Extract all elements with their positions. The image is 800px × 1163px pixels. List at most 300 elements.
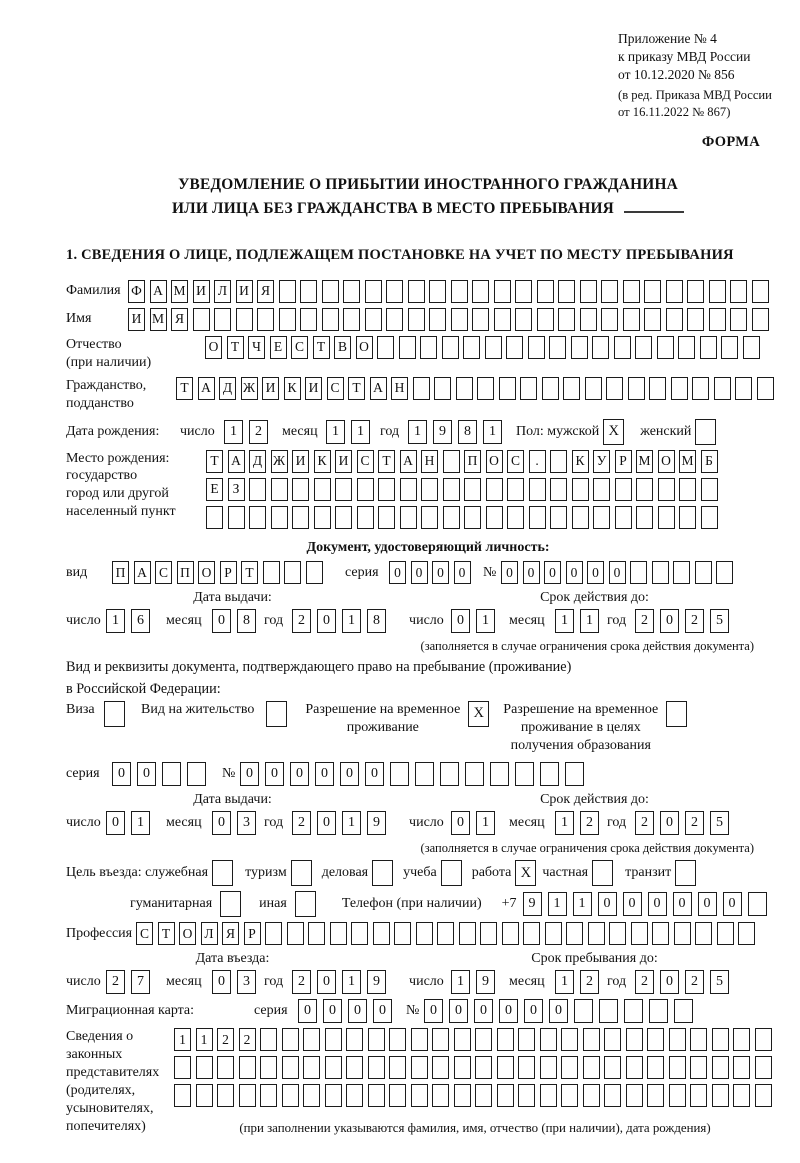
char-cell	[623, 280, 640, 303]
char-cell	[652, 561, 669, 584]
birth-month-cells	[326, 420, 376, 444]
char-cell: Л	[201, 922, 218, 945]
char-cell	[678, 336, 695, 359]
doc-number-cells	[501, 561, 738, 584]
char-cell	[365, 280, 382, 303]
char-cell: Ч	[248, 336, 265, 359]
char-cell	[593, 478, 610, 501]
forma-label: ФОРМА	[701, 134, 760, 151]
char-cell	[502, 922, 519, 945]
residence-series-cells	[112, 762, 212, 786]
char-cell: 0	[523, 561, 540, 584]
char-cell: 7	[131, 970, 150, 994]
given-name-cells	[128, 308, 773, 331]
char-cell: 0	[106, 811, 125, 835]
representatives-row1	[174, 1028, 776, 1051]
char-cell	[421, 506, 438, 529]
label-month: месяц	[509, 815, 545, 831]
char-cell	[755, 1084, 772, 1107]
char-cell: 1	[106, 609, 125, 633]
char-cell: И	[236, 280, 253, 303]
row-residence-types	[66, 701, 790, 755]
label-number: №	[222, 766, 236, 782]
char-cell: 0	[365, 762, 384, 786]
char-cell	[537, 308, 554, 331]
label-day: число	[409, 613, 444, 629]
char-cell	[325, 1028, 342, 1051]
char-cell	[497, 1084, 514, 1107]
char-cell: З	[228, 478, 245, 501]
label-purpose-other: иная	[259, 896, 287, 912]
char-cell	[390, 762, 409, 786]
char-cell: 0	[673, 892, 692, 916]
char-cell	[279, 308, 296, 331]
char-cell	[279, 280, 296, 303]
char-cell	[558, 308, 575, 331]
char-cell: 1	[342, 609, 361, 633]
char-cell	[583, 1084, 600, 1107]
label-day: число	[66, 815, 101, 831]
label-visa: Виза	[66, 701, 95, 717]
char-cell: Т	[378, 450, 395, 473]
title-blank-underline	[624, 197, 684, 213]
char-cell: 0	[723, 892, 742, 916]
char-cell	[716, 561, 733, 584]
char-cell: 2	[635, 609, 654, 633]
entry-date-header: Дата въезда:	[195, 951, 270, 967]
char-cell	[306, 561, 323, 584]
label-phone: Телефон (при наличии)	[341, 896, 482, 912]
char-cell	[463, 336, 480, 359]
char-cell: 0	[501, 561, 518, 584]
form-title	[66, 173, 790, 221]
purpose-humanitarian-checkbox	[220, 891, 241, 917]
char-cell	[752, 308, 769, 331]
char-cell	[486, 478, 503, 501]
label-citizenship: Гражданство, подданство	[66, 377, 147, 411]
char-cell	[300, 280, 317, 303]
char-cell	[249, 506, 266, 529]
char-cell	[214, 308, 231, 331]
char-cell: А	[198, 377, 215, 400]
char-cell	[712, 1056, 729, 1079]
char-cell: 1	[408, 420, 427, 444]
char-cell: 0	[298, 999, 317, 1023]
doc-type-cells	[112, 561, 327, 584]
char-cell: Т	[241, 561, 258, 584]
row-entry-purpose2	[66, 891, 790, 917]
char-cell	[701, 506, 718, 529]
char-cell	[343, 308, 360, 331]
row-birth-date	[66, 419, 790, 445]
label-month: месяц	[166, 613, 202, 629]
char-cell	[671, 377, 688, 400]
char-cell	[752, 280, 769, 303]
row-patronymic	[66, 336, 790, 372]
char-cell	[561, 1056, 578, 1079]
char-cell: 0	[449, 999, 468, 1023]
residence-doc-text2: в Российской Федерации:	[66, 680, 221, 697]
char-cell: О	[198, 561, 215, 584]
label-day: число	[409, 815, 444, 831]
char-cell: 0	[265, 762, 284, 786]
char-cell	[485, 336, 502, 359]
char-cell: 0	[424, 999, 443, 1023]
char-cell: 9	[476, 970, 495, 994]
char-cell: 0	[290, 762, 309, 786]
char-cell: 0	[212, 609, 231, 633]
label-given-name: Имя	[66, 311, 92, 327]
residence-number-cells	[240, 762, 590, 786]
label-year: год	[264, 815, 284, 831]
label-purpose-tourism: туризм	[245, 865, 287, 881]
valid-until-header: Срок действия до:	[540, 590, 649, 606]
char-cell	[695, 561, 712, 584]
row-identity-doc-heading	[66, 539, 790, 557]
row-name	[66, 308, 790, 331]
char-cell: 3	[237, 970, 256, 994]
char-cell	[343, 280, 360, 303]
char-cell: С	[357, 450, 374, 473]
char-cell	[604, 1084, 621, 1107]
label-day: число	[409, 974, 444, 990]
char-cell	[451, 280, 468, 303]
validity-note: (заполняется в случае ограничения срока действия документа)	[420, 639, 755, 654]
char-cell	[636, 506, 653, 529]
char-cell	[679, 478, 696, 501]
char-cell	[636, 478, 653, 501]
char-cell	[464, 478, 481, 501]
char-cell	[515, 762, 534, 786]
label-year: год	[607, 815, 627, 831]
char-cell: 0	[698, 892, 717, 916]
char-cell	[475, 1056, 492, 1079]
char-cell: Я	[222, 922, 239, 945]
char-cell: Е	[270, 336, 287, 359]
char-cell: 8	[367, 609, 386, 633]
char-cell: 0	[524, 999, 543, 1023]
label-month: месяц	[166, 815, 202, 831]
char-cell: 5	[710, 609, 729, 633]
char-cell	[408, 280, 425, 303]
label-purpose-transit: транзит	[625, 865, 672, 881]
char-cell	[443, 478, 460, 501]
char-cell: И	[335, 450, 352, 473]
char-cell	[733, 1084, 750, 1107]
char-cell	[537, 280, 554, 303]
char-cell: 5	[710, 970, 729, 994]
char-cell	[193, 308, 210, 331]
char-cell	[712, 1084, 729, 1107]
char-cell	[389, 1028, 406, 1051]
char-cell: Р	[615, 450, 632, 473]
char-cell: Ф	[128, 280, 145, 303]
char-cell	[228, 506, 245, 529]
row-citizenship	[66, 377, 790, 413]
char-cell	[303, 1028, 320, 1051]
char-cell	[528, 336, 545, 359]
label-surname: Фамилия	[66, 283, 121, 299]
issue-day-cells	[106, 811, 156, 835]
label-phone-prefix: +7	[501, 896, 517, 912]
char-cell	[451, 308, 468, 331]
char-cell	[666, 308, 683, 331]
char-cell	[206, 506, 223, 529]
char-cell	[260, 1056, 277, 1079]
char-cell: О	[179, 922, 196, 945]
char-cell: 2	[580, 811, 599, 835]
char-cell	[757, 377, 774, 400]
appendix-line: Приложение № 4	[618, 31, 717, 46]
char-cell	[454, 1084, 471, 1107]
char-cell	[529, 478, 546, 501]
char-cell: М	[150, 308, 167, 331]
char-cell	[606, 377, 623, 400]
char-cell	[187, 762, 206, 786]
char-cell: 2	[106, 970, 125, 994]
char-cell: О	[205, 336, 222, 359]
char-cell: И	[305, 377, 322, 400]
char-cell	[647, 1084, 664, 1107]
char-cell: Б	[701, 450, 718, 473]
label-doc-series: серия	[345, 564, 379, 580]
char-cell	[389, 1084, 406, 1107]
char-cell	[674, 999, 693, 1023]
char-cell	[540, 1056, 557, 1079]
row-dates2	[66, 811, 790, 835]
char-cell	[486, 506, 503, 529]
char-cell	[475, 1028, 492, 1051]
char-cell	[666, 280, 683, 303]
char-cell: 1	[476, 609, 495, 633]
label-day: число	[180, 423, 215, 439]
surname-cells	[128, 280, 773, 303]
birth-day-cells	[224, 420, 274, 444]
char-cell: С	[507, 450, 524, 473]
char-cell: 0	[432, 561, 449, 584]
label-series: серия	[66, 766, 100, 782]
char-cell: 0	[317, 811, 336, 835]
issue-year-cells	[292, 609, 392, 633]
char-cell	[730, 308, 747, 331]
stay-year-cells	[635, 970, 735, 994]
char-cell	[571, 336, 588, 359]
row-doc-type	[66, 561, 790, 584]
char-cell	[303, 1084, 320, 1107]
char-cell: .	[529, 450, 546, 473]
char-cell: 0	[623, 892, 642, 916]
char-cell: 0	[389, 561, 406, 584]
char-cell	[748, 892, 767, 916]
citizenship-cells	[176, 377, 778, 400]
char-cell	[687, 280, 704, 303]
char-cell: 1	[342, 970, 361, 994]
char-cell	[477, 377, 494, 400]
char-cell	[658, 506, 675, 529]
char-cell	[314, 506, 331, 529]
char-cell: 0	[566, 561, 583, 584]
char-cell	[239, 1084, 256, 1107]
entry-month-cells	[212, 970, 262, 994]
char-cell: 1	[326, 420, 345, 444]
issue-date-header: Дата выдачи:	[193, 792, 272, 808]
char-cell: 2	[635, 970, 654, 994]
char-cell: Е	[206, 478, 223, 501]
char-cell	[545, 922, 562, 945]
char-cell	[335, 506, 352, 529]
row-surname	[66, 280, 790, 303]
char-cell	[335, 478, 352, 501]
char-cell	[322, 280, 339, 303]
validity-note: (заполняется в случае ограничения срока действия документа)	[420, 841, 755, 856]
char-cell: 1	[476, 811, 495, 835]
char-cell: 1	[483, 420, 502, 444]
char-cell: П	[464, 450, 481, 473]
label-birthplace: Место рождения: государство город или другой населенный пункт	[66, 450, 176, 520]
char-cell	[494, 280, 511, 303]
char-cell	[652, 922, 669, 945]
row-entry-purpose	[66, 860, 790, 886]
char-cell: О	[658, 450, 675, 473]
char-cell	[443, 450, 460, 473]
char-cell: Т	[227, 336, 244, 359]
valid-until-group	[399, 609, 790, 633]
char-cell: М	[679, 450, 696, 473]
char-cell	[738, 922, 755, 945]
char-cell	[507, 506, 524, 529]
phone-cells	[523, 892, 773, 916]
char-cell: Р	[244, 922, 261, 945]
char-cell	[196, 1084, 213, 1107]
char-cell: 2	[685, 811, 704, 835]
char-cell	[443, 506, 460, 529]
char-cell: 0	[240, 762, 259, 786]
label-purpose-business: деловая	[321, 865, 369, 881]
char-cell	[635, 336, 652, 359]
char-cell	[690, 1056, 707, 1079]
char-cell: Т	[176, 377, 193, 400]
char-cell: 9	[433, 420, 452, 444]
char-cell	[239, 1056, 256, 1079]
char-cell: 1	[573, 892, 592, 916]
char-cell: 3	[237, 811, 256, 835]
char-cell: 2	[249, 420, 268, 444]
identity-doc-heading: Документ, удостоверяющий личность:	[306, 539, 550, 555]
issue-year-cells	[292, 811, 392, 835]
char-cell: Т	[348, 377, 365, 400]
birthplace-row3	[206, 506, 722, 529]
purpose-other-checkbox	[295, 891, 316, 917]
char-cell: 0	[348, 999, 367, 1023]
char-cell: А	[134, 561, 151, 584]
char-cell: 8	[237, 609, 256, 633]
valid-year-cells	[635, 609, 735, 633]
birthplace-row2	[206, 478, 722, 501]
char-cell	[174, 1056, 191, 1079]
label-temp-residence-education: Разрешение на временное проживание в целях получения образования	[503, 701, 659, 753]
char-cell	[400, 506, 417, 529]
char-cell	[257, 308, 274, 331]
char-cell: 0	[212, 811, 231, 835]
char-cell: 0	[451, 811, 470, 835]
char-cell	[558, 280, 575, 303]
char-cell: 9	[367, 811, 386, 835]
char-cell: И	[262, 377, 279, 400]
issue-date-group	[66, 811, 399, 835]
char-cell: 2	[635, 811, 654, 835]
char-cell: Д	[219, 377, 236, 400]
char-cell	[456, 377, 473, 400]
char-cell	[411, 1028, 428, 1051]
char-cell	[540, 1084, 557, 1107]
char-cell	[480, 922, 497, 945]
char-cell	[690, 1028, 707, 1051]
char-cell	[631, 922, 648, 945]
char-cell	[615, 478, 632, 501]
birthplace-row1	[206, 450, 722, 473]
char-cell	[550, 506, 567, 529]
char-cell	[735, 377, 752, 400]
char-cell: 1	[555, 970, 574, 994]
valid-month-cells	[555, 609, 605, 633]
char-cell	[647, 1028, 664, 1051]
label-year: год	[607, 974, 627, 990]
char-cell	[292, 506, 309, 529]
row-profession	[66, 922, 790, 945]
char-cell	[400, 478, 417, 501]
row-residence-para1	[66, 658, 790, 676]
char-cell: 9	[367, 970, 386, 994]
char-cell	[755, 1028, 772, 1051]
char-cell	[566, 922, 583, 945]
char-cell: 0	[212, 970, 231, 994]
row-dates3-header	[66, 950, 790, 968]
valid-day-cells	[451, 609, 501, 633]
row-dates2-note	[66, 840, 790, 856]
label-year: год	[607, 613, 627, 629]
char-cell	[346, 1028, 363, 1051]
representatives-row2	[174, 1056, 776, 1079]
char-cell	[282, 1084, 299, 1107]
char-cell	[378, 478, 395, 501]
char-cell	[712, 1028, 729, 1051]
char-cell	[755, 1056, 772, 1079]
char-cell	[523, 922, 540, 945]
char-cell: С	[155, 561, 172, 584]
char-cell	[260, 1028, 277, 1051]
char-cell	[368, 1028, 385, 1051]
char-cell	[416, 922, 433, 945]
char-cell: 0	[317, 970, 336, 994]
residence-doc-text1: Вид и реквизиты документа, подтверждающего право на пребывание (проживание)	[66, 659, 572, 676]
label-year: год	[264, 974, 284, 990]
entry-day-cells	[106, 970, 156, 994]
char-cell	[287, 922, 304, 945]
char-cell: О	[486, 450, 503, 473]
label-purpose-official: Цель въезда: служебная	[66, 865, 209, 881]
char-cell: Н	[391, 377, 408, 400]
char-cell	[459, 922, 476, 945]
char-cell	[601, 308, 618, 331]
female-checkbox	[695, 419, 716, 445]
char-cell	[411, 1056, 428, 1079]
char-cell	[580, 308, 597, 331]
char-cell: 9	[523, 892, 542, 916]
char-cell: 0	[660, 811, 679, 835]
char-cell	[162, 762, 181, 786]
char-cell: К	[314, 450, 331, 473]
char-cell: 2	[292, 609, 311, 633]
